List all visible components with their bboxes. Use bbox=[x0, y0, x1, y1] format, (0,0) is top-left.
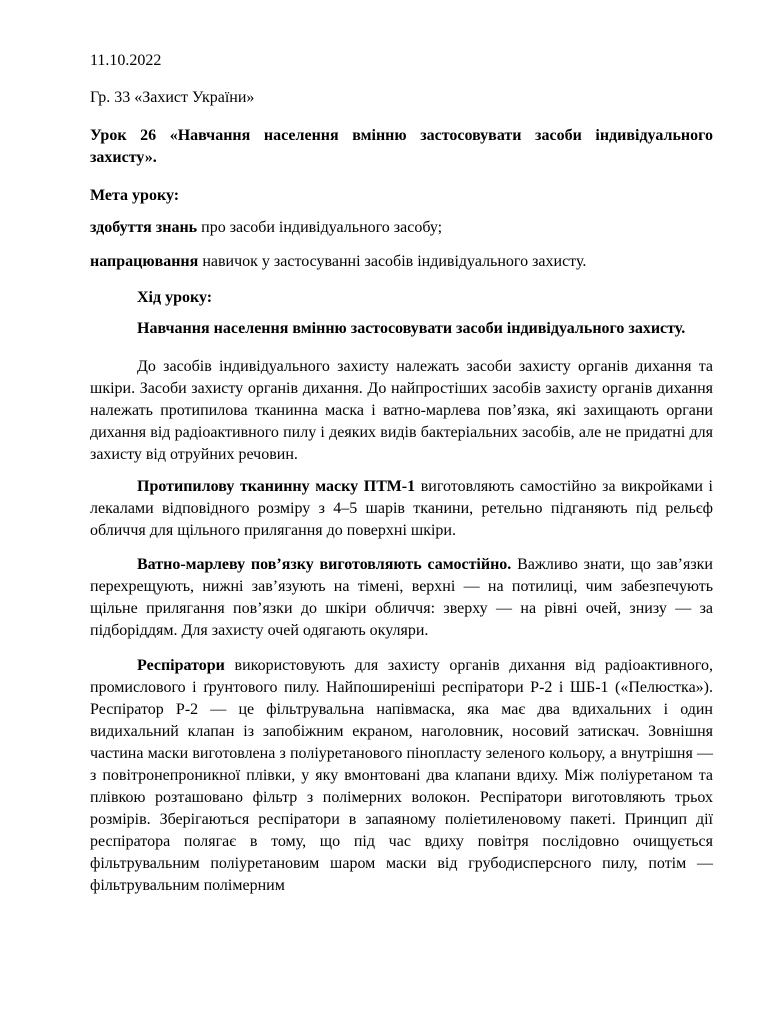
paragraph-dust-mask bbox=[90, 476, 713, 542]
paragraph-gauze-bandage-text: Важливо знати, що зав’язки перехрещують, нижні зав’язують на тімені, верхні — на потилиці, чим забезпечують щільне прилягання пов’язки до шкіри обличчя: зверху — на рівні очей, знизу — за підборіддям. Для захисту очей одягають окуляри. bbox=[90, 556, 713, 639]
goal-item-knowledge-bold: здобуття знань bbox=[90, 219, 198, 236]
paragraph-respirators-text: використовують для захисту органів дихання від радіоактивного, промислового і ґрунтового пилу. Найпоширеніші респіратори Р-2 і ШБ-1 («Пелюстка»). Респіратор Р-2 — це фільтрувальна напівмаска, яка має два вдихальних і один видихальний клапан із запобіжним екраном, наголовник, носовий затискач. Зовнішня частина маски виготовлена з поліуретанового пінопласту зеленого кольору, а внутрішня — з повітронепроникної плівки, у яку вмонтовані два клапани вдиху. Між поліуретаном та плівкою розташовано фільтр з полімерних волокон. Респіратори виготовляють трьох розмірів. Зберігаються респіратори в запаяному поліетиленовому пакеті. Принцип дії респіратора полягає в тому, що під час вдиху повітря послідовно очищується фільтрувальним поліуретановим шаром маски від грубодисперсного пилу, потім — фільтрувальним полімерним bbox=[90, 657, 713, 894]
paragraph-dust-mask-text: виготовляють самостійно за викройками і лекалами відповідного розміру з 4–5 шарів тканини, ретельно підганяють під рельєф обличчя для щільного прилягання до поверхні шкіри. bbox=[90, 478, 714, 539]
course-heading bbox=[90, 287, 713, 309]
section-title bbox=[90, 318, 713, 340]
document-date: 11.10.2022 bbox=[90, 52, 162, 69]
course-heading-text: Хід уроку: bbox=[137, 289, 213, 306]
goal-item-skills-text: навичок у застосуванні засобів індивідуального захисту. bbox=[198, 253, 587, 270]
paragraph-gauze-bandage bbox=[90, 554, 713, 642]
paragraph-gauze-bandage-bold: Ватно-марлеву пов’язку виготовляють самостійно. bbox=[137, 556, 512, 573]
goal-item-skills bbox=[90, 251, 713, 273]
section-title-text: Навчання населення вмінню застосовувати засоби індивідуального захисту. bbox=[137, 320, 686, 337]
goals-heading bbox=[90, 185, 713, 207]
lesson-title-text: Урок 26 «Навчання населення вмінню застосовувати засоби індивідуального захисту». bbox=[90, 127, 713, 166]
paragraph-respirators-bold: Респіратори bbox=[137, 657, 225, 674]
paragraph-dust-mask-bold: Протипилову тканинну маску ПТМ-1 bbox=[137, 478, 416, 495]
lesson-title bbox=[90, 125, 713, 169]
goal-item-knowledge-text: про засоби індивідуального засобу; bbox=[197, 219, 443, 236]
group-name: Гр. 33 «Захист України» bbox=[90, 89, 255, 106]
paragraph-respirators bbox=[90, 655, 713, 897]
paragraph-protection-means: До засобів індивідуального захисту належать засоби захисту органів дихання та шкіри. Засоби захисту органів дихання. До найпростіших засобів захисту органів дихання належать протипилова тканинна маска і ватно-марлева пов’язка, які захищають органи дихання від радіоактивного пилу і деяких видів бактеріальних засобів, але не придатні для захисту від отруйних речовин. bbox=[90, 358, 713, 463]
goal-item-knowledge bbox=[90, 217, 713, 239]
goal-item-skills-bold: напрацювання bbox=[90, 253, 199, 270]
goals-heading-text: Мета уроку: bbox=[90, 187, 180, 204]
